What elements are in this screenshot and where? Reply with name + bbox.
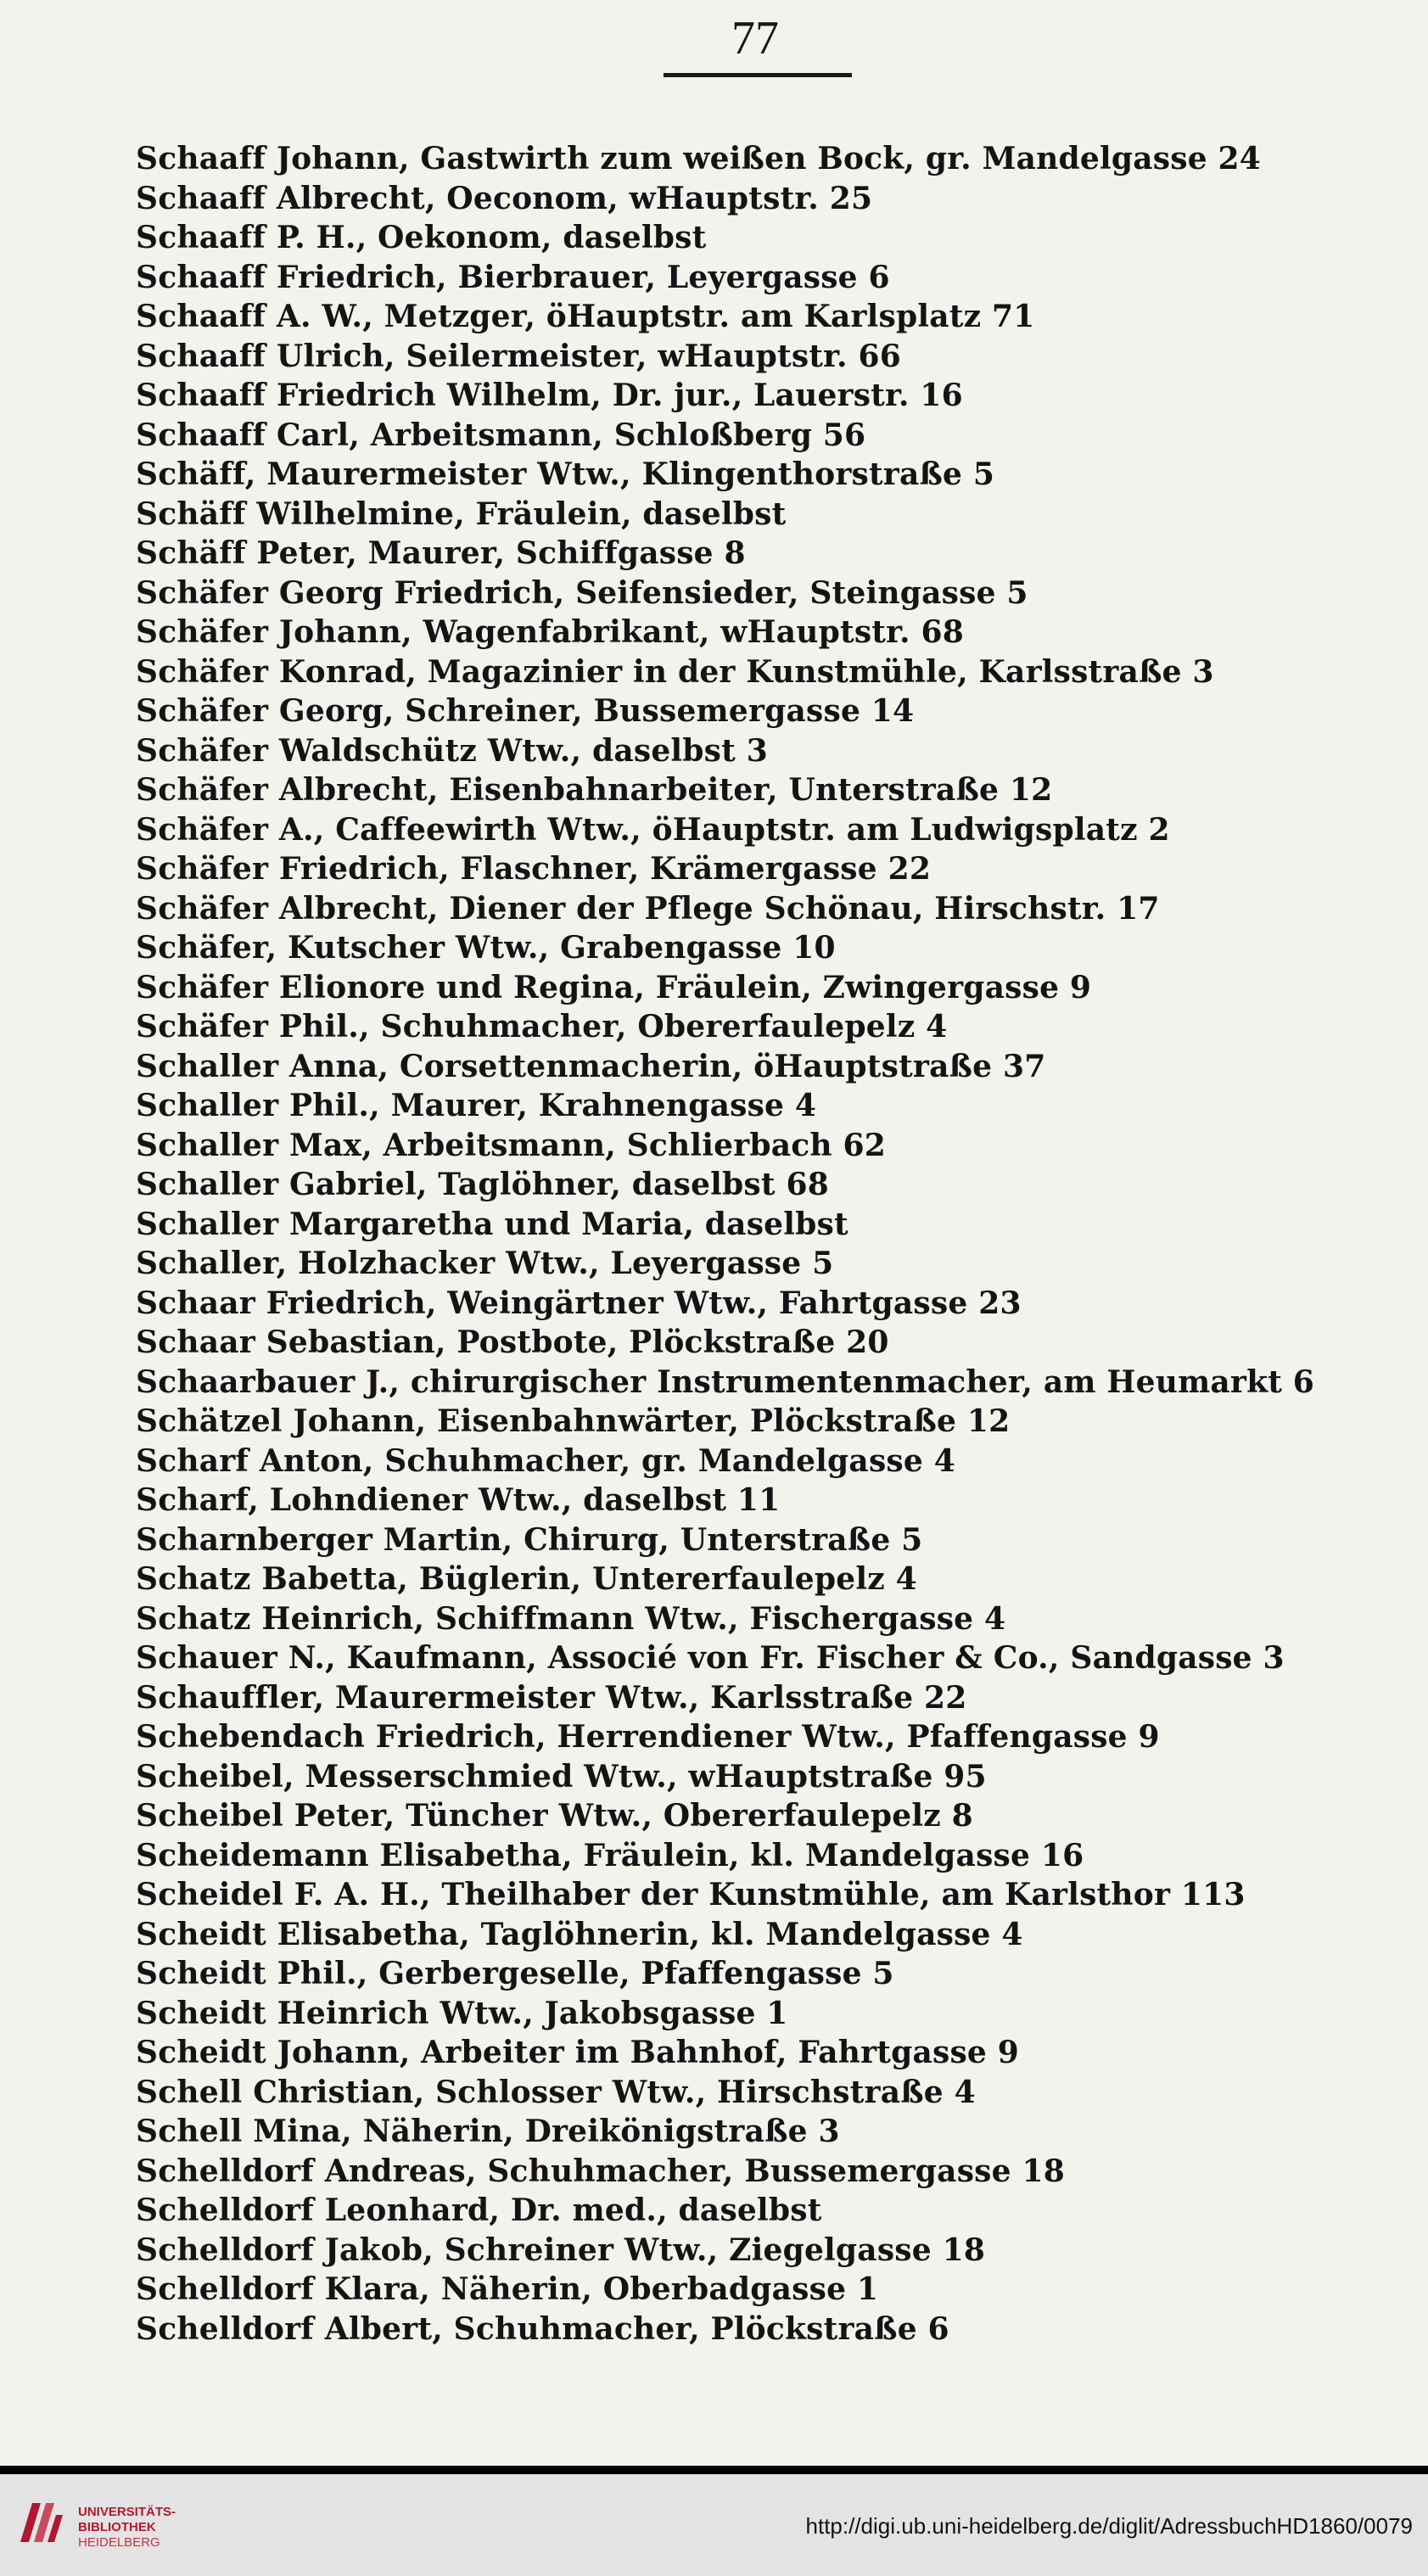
address-entry: Scharnberger Martin, Chirurg, Unterstraße 5	[136, 1521, 923, 1558]
address-entry: Scharf, Lohndiener Wtw., daselbst 11	[136, 1482, 781, 1518]
address-entry: Schäfer Konrad, Magazinier in der Kunstmühle, Karlsstraße 3	[136, 653, 1214, 690]
address-entry: Scheidt Elisabetha, Taglöhnerin, kl. Mandelgasse 4	[136, 1916, 1023, 1952]
address-entry: Schäfer Albrecht, Diener der Pflege Schönau, Hirschstr. 17	[136, 890, 1160, 927]
address-entry: Schell Mina, Näherin, Dreikönigstraße 3	[136, 2114, 840, 2149]
address-entry: Schäfer A., Caffeewirth Wtw., öHauptstr. am Ludwigsplatz 2	[136, 811, 1170, 848]
library-name-line-1: UNIVERSITÄTS-	[78, 2505, 176, 2519]
address-entry: Scheidel F. A. H., Theilhaber der Kunstmühle, am Karlsthor 113	[136, 1877, 1246, 1912]
address-entry: Schäfer Waldschütz Wtw., daselbst 3	[136, 732, 768, 769]
address-entry: Schäfer Johann, Wagenfabrikant, wHauptstr. 68	[136, 614, 964, 650]
university-library-logo-icon	[15, 2496, 68, 2549]
address-entry: Schaaff Johann, Gastwirth zum weißen Bock, gr. Mandelgasse 24	[136, 141, 1262, 176]
address-entry: Schaller Phil., Maurer, Krahnengasse 4	[136, 1088, 817, 1123]
address-entry: Scharf Anton, Schuhmacher, gr. Mandelgasse 4	[136, 1442, 955, 1479]
source-url-link[interactable]: http://digi.ub.uni-heidelberg.de/diglit/AdressbuchHD1860/0079	[805, 2513, 1413, 2539]
address-entry: Schäfer Georg Friedrich, Seifensieder, Steingasse 5	[136, 574, 1028, 611]
address-entry: Scheibel Peter, Tüncher Wtw., Obererfaulepelz 8	[136, 1798, 973, 1834]
address-entry: Schaller Gabriel, Taglöhner, daselbst 68	[136, 1167, 829, 1202]
address-entry: Schaaff P. H., Oekonom, daselbst	[136, 220, 707, 255]
address-entry: Schäfer, Kutscher Wtw., Grabengasse 10	[136, 930, 836, 966]
address-entry: Schaaff Friedrich Wilhelm, Dr. jur., Lauerstr. 16	[136, 378, 963, 413]
address-entry: Schauer N., Kaufmann, Associé von Fr. Fischer & Co., Sandgasse 3	[136, 1640, 1285, 1676]
library-name-line-2: BIBLIOTHEK	[78, 2520, 156, 2534]
address-entry: Schaaff Carl, Arbeitsmann, Schloßberg 56	[136, 417, 866, 453]
address-entry: Schaarbauer J., chirurgischer Instrumentenmacher, am Heumarkt 6	[136, 1364, 1315, 1400]
address-entry: Schäff, Maurermeister Wtw., Klingenthorstraße 5	[136, 456, 995, 492]
address-entry: Schäfer Friedrich, Flaschner, Krämergasse 22	[136, 851, 932, 887]
address-entry: Schaar Friedrich, Weingärtner Wtw., Fahrtgasse 23	[136, 1285, 1022, 1321]
library-name	[78, 2505, 176, 2551]
address-entry: Schäfer Georg, Schreiner, Bussemergasse 14	[136, 693, 915, 729]
address-entry: Schaller Margaretha und Maria, daselbst	[136, 1206, 848, 1242]
library-name-line-3: HEIDELBERG	[78, 2535, 160, 2550]
address-entries-list	[136, 139, 1392, 2349]
address-entry: Schelldorf Jakob, Schreiner Wtw., Ziegelgasse 18	[136, 2232, 986, 2268]
address-entry: Schebendach Friedrich, Herrendiener Wtw., Pfaffengasse 9	[136, 1719, 1160, 1755]
address-entry: Scheidt Heinrich Wtw., Jakobsgasse 1	[136, 1995, 788, 2031]
address-entry: Schaaff Friedrich, Bierbrauer, Leyergasse 6	[136, 259, 890, 295]
address-entry: Schelldorf Leonhard, Dr. med., daselbst	[136, 2192, 822, 2228]
address-entry: Schäfer Albrecht, Eisenbahnarbeiter, Unterstraße 12	[136, 772, 1053, 808]
address-entry: Schauffler, Maurermeister Wtw., Karlsstraße 22	[136, 1679, 967, 1716]
address-entry: Schätzel Johann, Eisenbahnwärter, Plöckstraße 12	[136, 1403, 1011, 1439]
address-entry: Schatz Babetta, Büglerin, Untererfaulepelz 4	[136, 1561, 917, 1597]
address-entry: Schelldorf Andreas, Schuhmacher, Bussemergasse 18	[136, 2153, 1065, 2189]
address-entry: Schaller Max, Arbeitsmann, Schlierbach 62	[136, 1127, 886, 1163]
address-entry: Schell Christian, Schlosser Wtw., Hirschstraße 4	[136, 2074, 976, 2110]
address-entry: Schäfer Phil., Schuhmacher, Obererfaulepelz 4	[136, 1009, 948, 1044]
address-entry: Scheidt Phil., Gerbergeselle, Pfaffengasse 5	[136, 1956, 894, 1991]
header-rule	[664, 73, 852, 77]
page-number: 77	[731, 12, 779, 64]
address-entry: Schatz Heinrich, Schiffmann Wtw., Fischergasse 4	[136, 1600, 1006, 1637]
address-entry: Schaaff Albrecht, Oeconom, wHauptstr. 25	[136, 180, 873, 216]
address-entry: Schaaff A. W., Metzger, öHauptstr. am Karlsplatz 71	[136, 299, 1035, 334]
address-entry: Schelldorf Klara, Näherin, Oberbadgasse 1	[136, 2271, 879, 2307]
address-entry: Schaaff Ulrich, Seilermeister, wHauptstr. 66	[136, 338, 901, 374]
footer-bar	[0, 2474, 1428, 2576]
address-entry: Scheidemann Elisabetha, Fräulein, kl. Mandelgasse 16	[136, 1837, 1084, 1873]
address-entry: Schaller Anna, Corsettenmacherin, öHauptstraße 37	[136, 1048, 1046, 1084]
address-entry: Schelldorf Albert, Schuhmacher, Plöckstraße 6	[136, 2310, 949, 2347]
address-entry: Scheidt Johann, Arbeiter im Bahnhof, Fahrtgasse 9	[136, 2035, 1020, 2070]
footer-rule	[0, 2466, 1428, 2474]
address-entry: Schäff Wilhelmine, Fräulein, daselbst	[136, 496, 787, 532]
address-entry: Schaar Sebastian, Postbote, Plöckstraße 20	[136, 1324, 889, 1360]
address-entry: Scheibel, Messerschmied Wtw., wHauptstraße 95	[136, 1758, 987, 1795]
address-entry: Schäfer Elionore und Regina, Fräulein, Zwingergasse 9	[136, 969, 1092, 1005]
address-entry: Schaller, Holzhacker Wtw., Leyergasse 5	[136, 1246, 834, 1281]
address-entry: Schäff Peter, Maurer, Schiffgasse 8	[136, 535, 746, 571]
